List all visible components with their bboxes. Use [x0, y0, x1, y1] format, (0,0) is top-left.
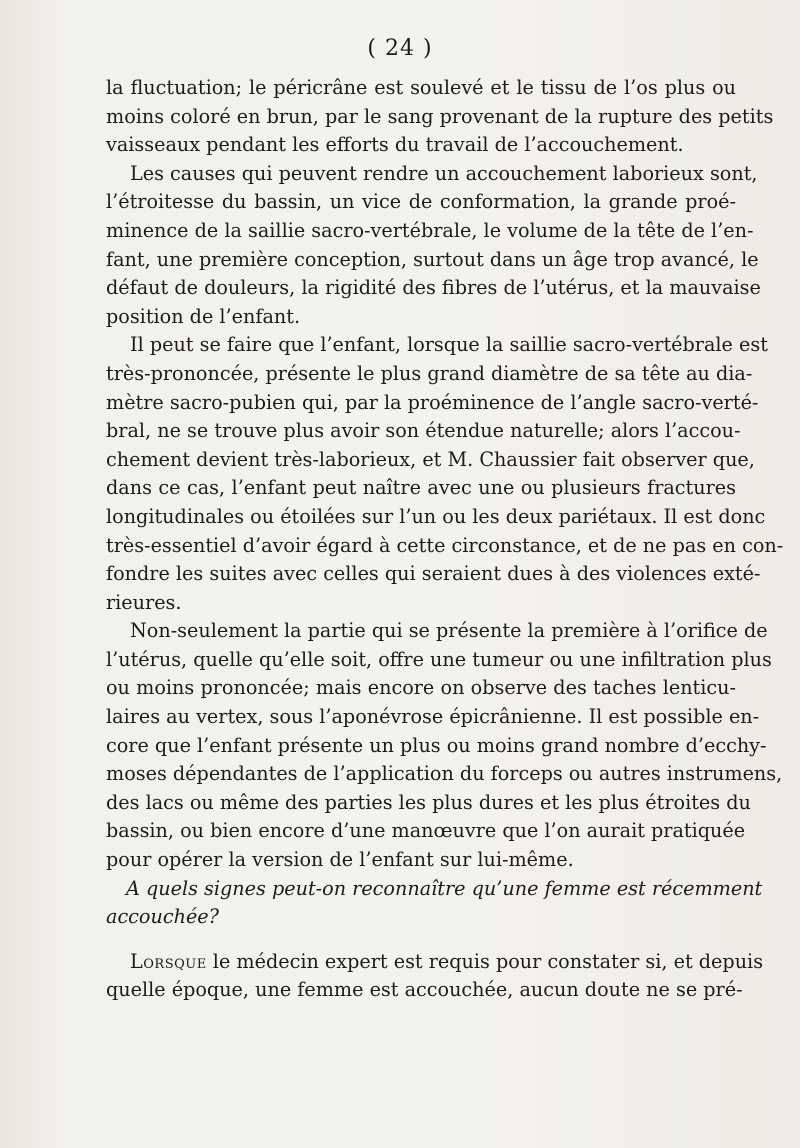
- paragraph-4: [106, 617, 783, 874]
- question-line: A quels signes peut-on reconnaître qu’une femme est récemment: [126, 876, 763, 900]
- text-line: Les causes qui peuvent rendre un accouchement laborieux sont,: [130, 161, 758, 185]
- text-line: fondre les suites avec celles qui seraient dues à des violences exté-: [106, 562, 761, 586]
- question-line: accouchée?: [106, 905, 219, 929]
- text-line: minence de la saillie sacro-vertébrale, le volume de la tête de l’en-: [106, 218, 754, 242]
- text-line: Non-seulement la partie qui se présente la première à l’orifice de: [130, 619, 768, 643]
- text-line: l’utérus, quelle qu’elle soit, offre une tumeur ou une infiltration plus: [106, 647, 772, 671]
- text-line: l’étroitesse du bassin, un vice de conformation, la grande proé-: [106, 190, 736, 214]
- text-line: laires au vertex, sous l’aponévrose épicrânienne. Il est possible en-: [106, 705, 760, 729]
- text-line: des lacs ou même des parties les plus dures et les plus étroites du: [106, 790, 751, 814]
- section-question: [106, 875, 763, 932]
- text-line: [106, 948, 764, 977]
- body-text: [106, 74, 784, 1005]
- text-line: bral, ne se trouve plus avoir son étendue naturelle; alors l’accou-: [106, 419, 741, 443]
- text-line: la fluctuation; le péricrâne est soulevé et le tissu de l’os plus ou: [106, 76, 736, 99]
- text-line: très-prononcée, présente le plus grand diamètre de sa tête au dia-: [106, 361, 753, 385]
- text-line: rieures.: [106, 590, 182, 614]
- text-line: longitudinales ou étoilées sur l’un ou les deux pariétaux. Il est donc: [106, 504, 766, 528]
- page-number: ( 24 ): [367, 36, 433, 61]
- text-line: Il peut se faire que l’enfant, lorsque la saillie sacro-vertébrale est: [130, 333, 768, 357]
- text-line: mètre sacro-pubien qui, par la proéminence de l’angle sacro-verté-: [106, 390, 759, 414]
- paragraph-5: [106, 948, 764, 1005]
- text-line: fant, une première conception, surtout dans un âge trop avancé, le: [106, 247, 759, 271]
- spacer: [106, 932, 736, 948]
- text-line: position de l’enfant.: [106, 304, 301, 328]
- text-line: chement devient très-laborieux, et M. Chaussier fait observer que,: [106, 447, 755, 471]
- text-line: ou moins prononcée; mais encore on observe des taches lenticu-: [106, 676, 736, 700]
- text-line: quelle époque, une femme est accouchée, aucun doute ne se pré-: [106, 978, 743, 1002]
- paragraph-3: [106, 331, 784, 617]
- text-line: moses dépendantes de l’application du forceps ou autres instrumens,: [106, 762, 783, 786]
- text-line: défaut de douleurs, la rigidité des fibres de l’utérus, et la mauvaise: [106, 276, 761, 300]
- lead-word: Lorsque: [130, 949, 207, 973]
- text-line: très-essentiel d’avoir égard à cette circonstance, et de ne pas en con-: [106, 533, 784, 557]
- paragraph-1: [106, 74, 774, 160]
- text-line: core que l’enfant présente un plus ou moins grand nombre d’ecchy-: [106, 733, 767, 757]
- text-line: bassin, ou bien encore d’une manœuvre que l’on aurait pratiquée: [106, 819, 746, 843]
- paragraph-2: [106, 160, 761, 332]
- line-rest: le médecin expert est requis pour constater si, et depuis: [206, 949, 764, 973]
- text-line: dans ce cas, l’enfant peut naître avec une ou plusieurs fractures: [106, 476, 736, 500]
- text-line: moins coloré en brun, par le sang provenant de la rupture des petits: [106, 104, 774, 128]
- text-line: vaisseaux pendant les efforts du travail de l’accouchement.: [106, 133, 684, 157]
- text-line: pour opérer la version de l’enfant sur lui-même.: [106, 848, 574, 872]
